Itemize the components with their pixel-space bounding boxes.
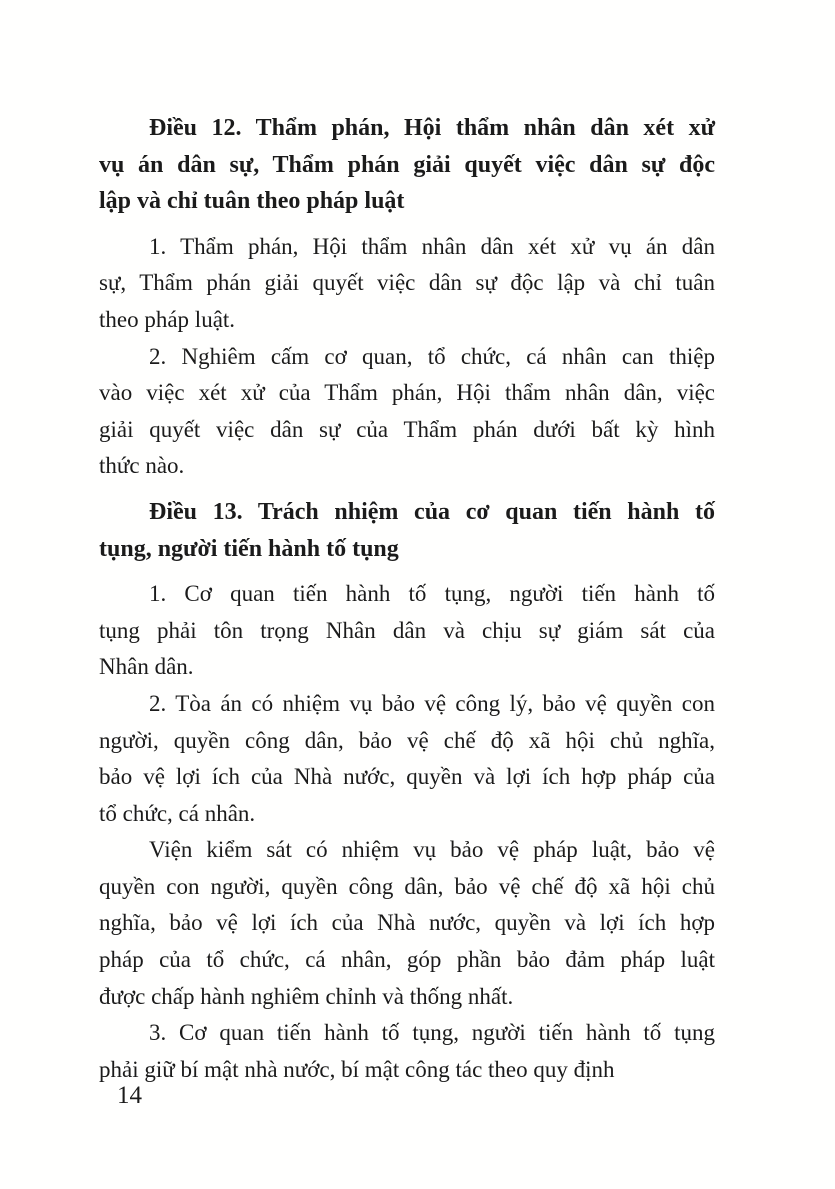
article-13-clause-2: [99, 686, 715, 832]
text-line: Nhân dân.: [99, 654, 194, 680]
text-line: 2. Tòa án có nhiệm vụ bảo vệ công lý, bảo vệ quyền con: [149, 690, 715, 716]
text-line: vụ án dân sự, Thẩm phán giải quyết việc dân sự độc: [99, 151, 715, 178]
text-line: Điều 13. Trách nhiệm của cơ quan tiến hành tố: [149, 498, 715, 525]
text-line: 1. Thẩm phán, Hội thẩm nhân dân xét xử vụ án dân: [149, 233, 715, 259]
text-line: tổ chức, cá nhân.: [99, 800, 256, 826]
text-line: 2. Nghiêm cấm cơ quan, tổ chức, cá nhân can thiệp: [149, 343, 715, 369]
text-line: pháp của tổ chức, cá nhân, góp phần bảo đảm pháp luật: [99, 947, 715, 973]
text-line: Điều 12. Thẩm phán, Hội thẩm nhân dân xét xử: [149, 115, 715, 141]
article-13-clause-2-vks: [99, 832, 715, 1015]
article-12-clause-1: [99, 229, 715, 339]
article-13-heading: [99, 494, 715, 567]
text-line: 1. Cơ quan tiến hành tố tụng, người tiến hành tố: [149, 581, 715, 607]
article-12-clause-2: [99, 339, 715, 485]
text-line: Viện kiểm sát có nhiệm vụ bảo vệ pháp luật, bảo vệ: [149, 837, 715, 863]
article-13-clause-1: [99, 576, 715, 686]
text-line: quyền con người, quyền công dân, bảo vệ chế độ xã hội chủ: [99, 873, 715, 899]
text-line: thức nào.: [99, 453, 185, 479]
text-line: 3. Cơ quan tiến hành tố tụng, người tiến hành tố tụng: [149, 1020, 715, 1046]
text-line: người, quyền công dân, bảo vệ chế độ xã hội chủ nghĩa,: [99, 727, 715, 753]
text-line: vào việc xét xử của Thẩm phán, Hội thẩm nhân dân, việc: [99, 380, 715, 406]
text-line: tụng, người tiến hành tố tụng: [99, 535, 399, 562]
article-13-clause-3: [99, 1015, 715, 1088]
text-line: được chấp hành nghiêm chỉnh và thống nhất.: [99, 983, 514, 1009]
article-12-heading: [99, 110, 715, 220]
text-line: sự, Thẩm phán giải quyết việc dân sự độc lập và chỉ tuân: [99, 270, 715, 296]
text-line: tụng phải tôn trọng Nhân dân và chịu sự giám sát của: [99, 617, 715, 643]
text-line: theo pháp luật.: [99, 306, 236, 332]
text-line: phải giữ bí mật nhà nước, bí mật công tác theo quy định: [99, 1056, 615, 1082]
text-line: lập và chỉ tuân theo pháp luật: [99, 188, 405, 215]
text-line: nghĩa, bảo vệ lợi ích của Nhà nước, quyền và lợi ích hợp: [99, 910, 715, 936]
page-content: [99, 0, 715, 1088]
text-line: giải quyết việc dân sự của Thẩm phán dưới bất kỳ hình: [99, 416, 715, 442]
page-number: 14: [117, 1082, 142, 1109]
text-line: bảo vệ lợi ích của Nhà nước, quyền và lợi ích hợp pháp của: [99, 764, 715, 790]
